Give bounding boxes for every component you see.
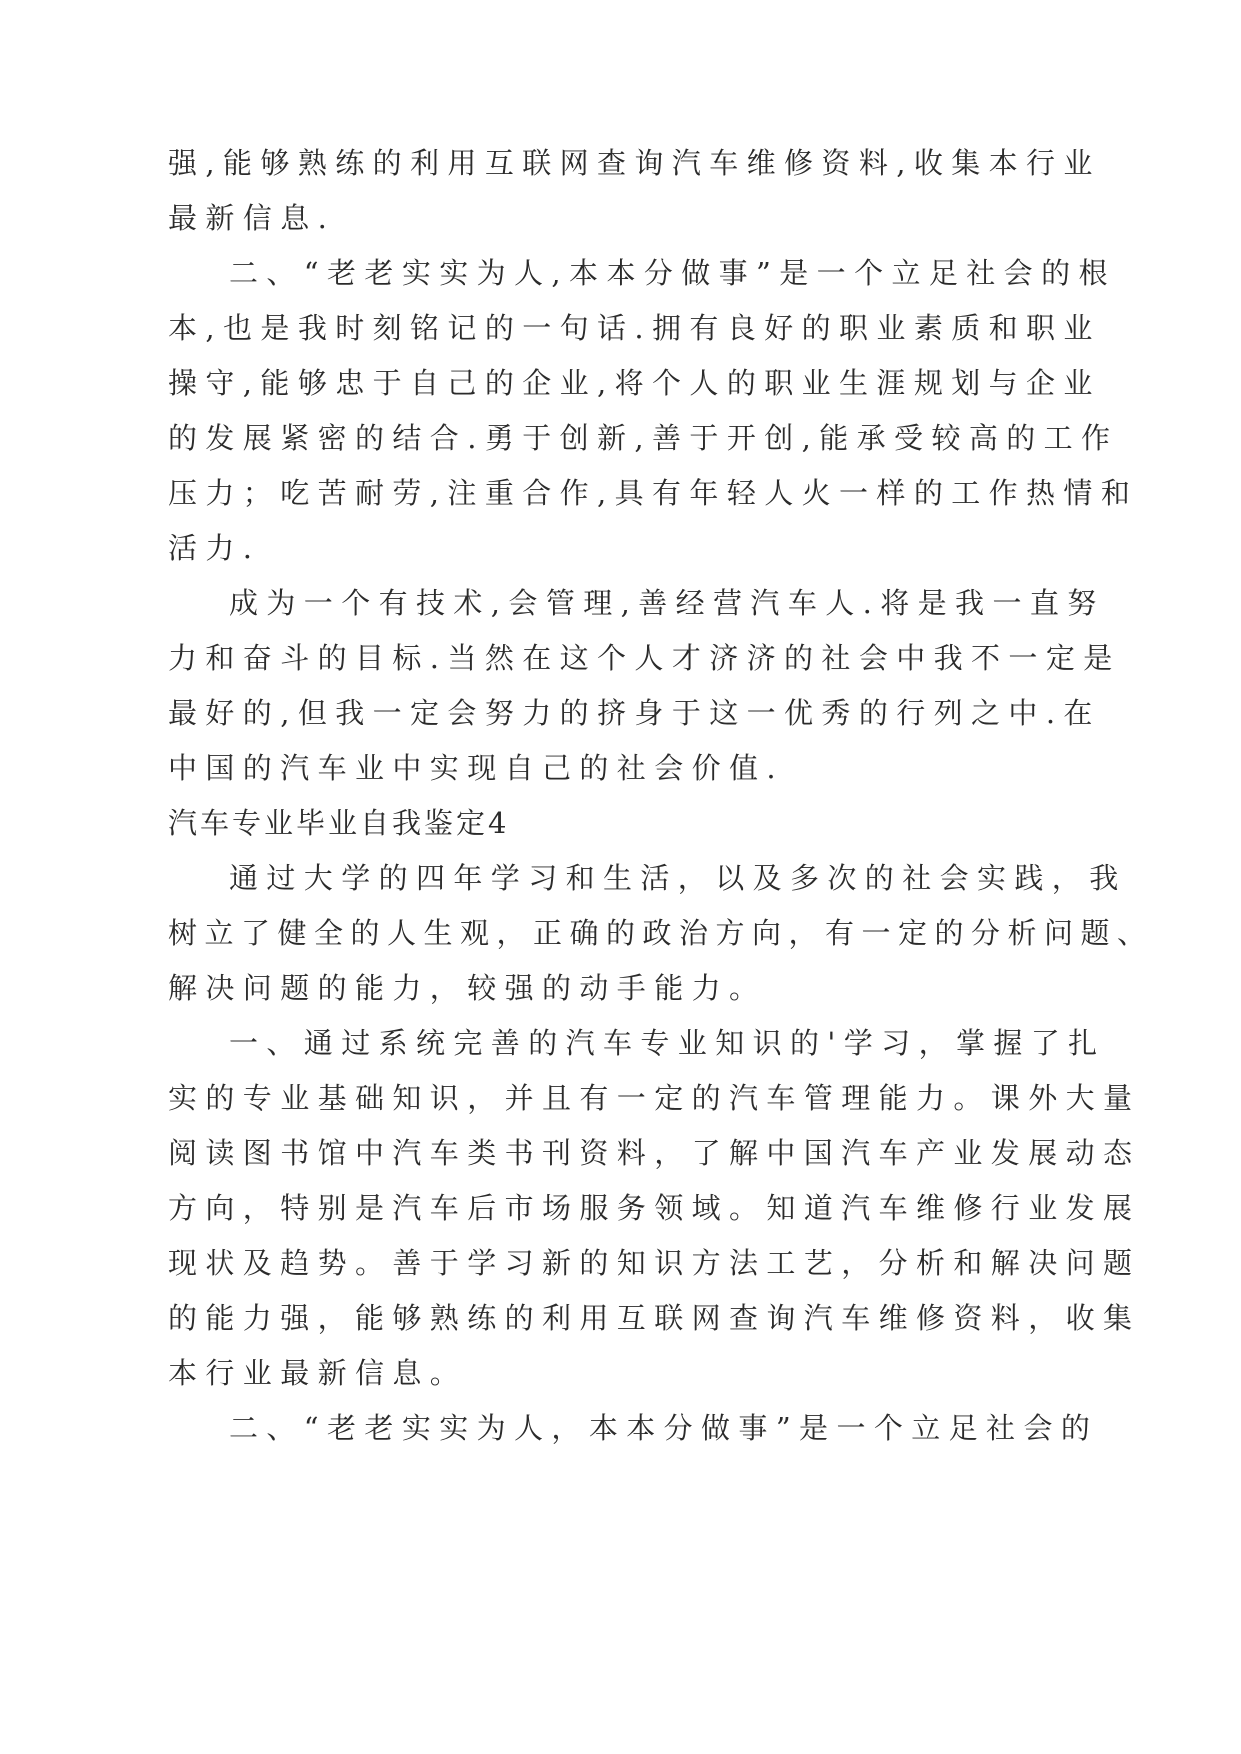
text-line: 本行业最新信息。 <box>168 1356 468 1390</box>
paragraph-first-line: 二、“老老实实为人,本本分做事”是一个立足社会的根 <box>229 256 1116 290</box>
text-line: 树立了健全的人生观，正确的政治方向，有一定的分析问题、 <box>168 916 1154 950</box>
paragraph-first-line: 成为一个有技术,会管理,善经营汽车人.将是我一直努 <box>229 586 1105 620</box>
paragraph-first-line: 一、通过系统完善的汽车专业知识的'学习，掌握了扎 <box>229 1026 1106 1060</box>
text-line: 最好的,但我一定会努力的挤身于这一优秀的行列之中.在 <box>168 696 1101 730</box>
text-line: 解决问题的能力，较强的动手能力。 <box>168 971 767 1005</box>
section-heading: 汽车专业毕业自我鉴定4 <box>168 806 510 840</box>
text-line: 方向，特别是汽车后市场服务领域。知道汽车维修行业发展 <box>168 1191 1141 1225</box>
paragraph-first-line: 通过大学的四年学习和生活，以及多次的社会实践，我 <box>229 861 1127 895</box>
text-line: 阅读图书馆中汽车类书刊资料，了解中国汽车产业发展动态 <box>168 1136 1141 1170</box>
text-line: 操守,能够忠于自己的企业,将个人的职业生涯规划与企业 <box>168 366 1101 400</box>
text-line: 中国的汽车业中实现自己的社会价值. <box>168 751 785 785</box>
text-line: 压力；吃苦耐劳,注重合作,具有年轻人火一样的工作热情和 <box>168 476 1139 510</box>
text-line: 强,能够熟练的利用互联网查询汽车维修资料,收集本行业 <box>168 146 1101 180</box>
text-line: 的能力强，能够熟练的利用互联网查询汽车维修资料，收集 <box>168 1301 1141 1335</box>
text-line: 活力. <box>168 531 261 565</box>
text-line: 最新信息. <box>168 201 336 235</box>
text-line: 力和奋斗的目标.当然在这个人才济济的社会中我不一定是 <box>168 641 1121 675</box>
text-line: 现状及趋势。善于学习新的知识方法工艺，分析和解决问题 <box>168 1246 1141 1280</box>
text-line: 本,也是我时刻铭记的一句话.拥有良好的职业素质和职业 <box>168 311 1101 345</box>
text-line: 实的专业基础知识，并且有一定的汽车管理能力。课外大量 <box>168 1081 1141 1115</box>
text-line: 的发展紧密的结合.勇于创新,善于开创,能承受较高的工作 <box>168 421 1119 455</box>
paragraph-first-line: 二、“老老实实为人，本本分做事”是一个立足社会的 <box>229 1411 1099 1445</box>
